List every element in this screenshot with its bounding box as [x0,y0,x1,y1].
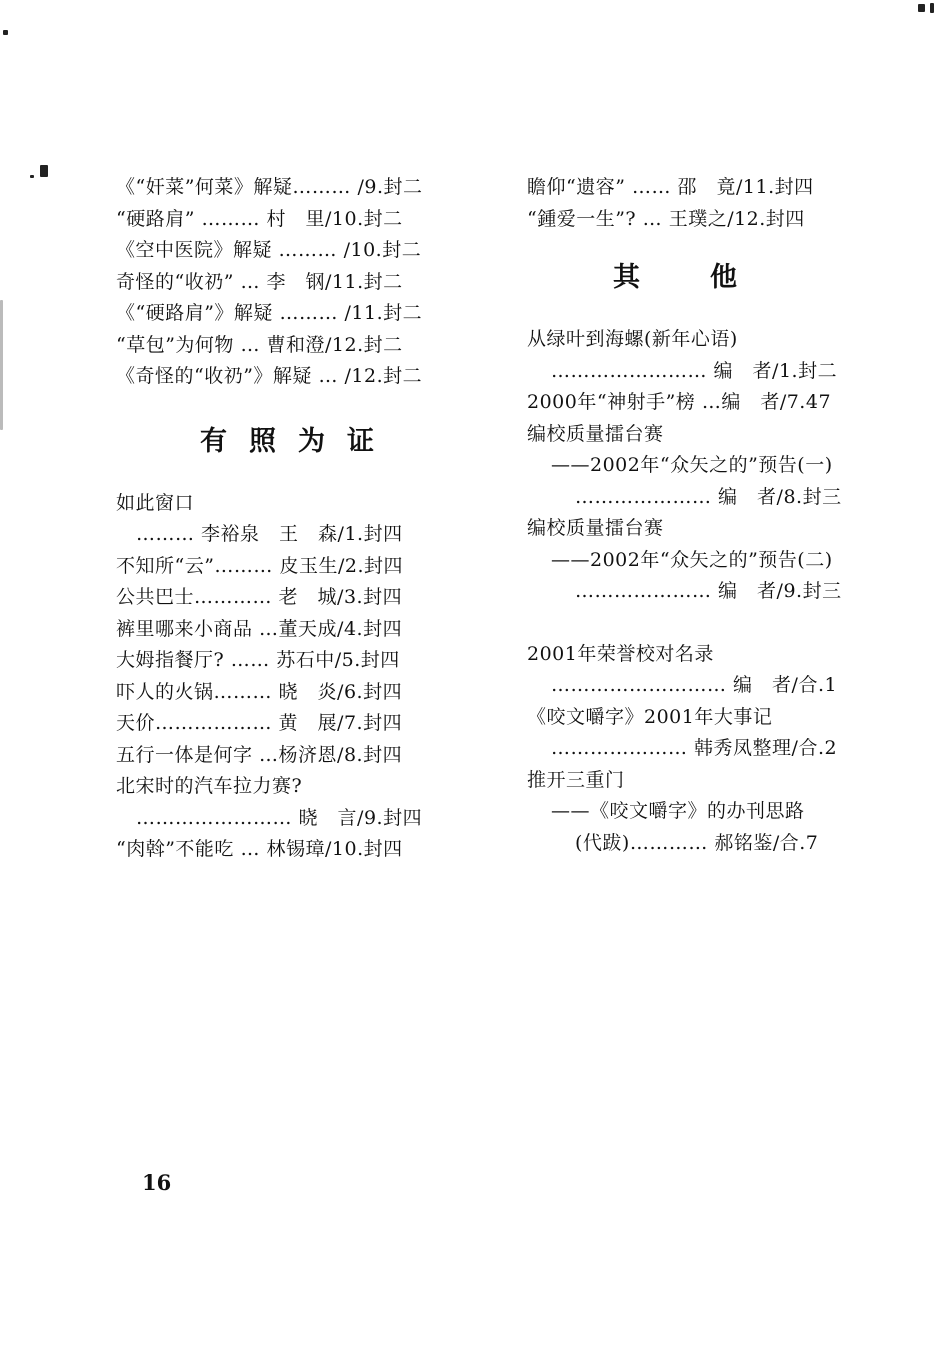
scan-speck [0,300,3,430]
toc-entry-author: ………………… 韩秀凤整理/合.2 [551,737,838,759]
toc-entry-title: 《咬文嚼字》2001年大事记 [527,705,773,728]
toc-entry: 2000年“神射手”榜 …编 者/7.47 [527,391,832,413]
toc-entry: 公共巴士………… 老 城/3.封四 [116,586,403,608]
toc-entry: 吓人的火锅……… 晓 炎/6.封四 [116,680,403,703]
toc-entry-title: 编校质量擂台赛 [527,517,664,539]
toc-entry-subtitle: ——《咬文嚼字》的办刊思路 [551,800,805,822]
scan-speck [3,30,8,35]
toc-entry-title: 推开三重门 [527,768,625,791]
toc-entry: 《空中医院》解疑 ……… /10.封二 [116,239,422,261]
toc-entry-author: ………………… 编 者/8.封三 [575,485,842,508]
scan-speck [930,3,934,13]
toc-entry-author: …………………… 编 者/1.封二 [551,359,838,382]
toc-entry: 《“奸菜”何菜》解疑……… /9.封二 [116,176,423,198]
toc-entry-title: 编校质量擂台赛 [527,422,664,445]
page-number: 16 [142,1170,172,1195]
toc-entry-author: ……… 李裕泉 王 森/1.封四 [136,523,403,545]
toc-entry: 瞻仰“遗容” …… 邵 竟/11.封四 [527,176,814,198]
toc-entry: 不知所“云”……… 皮玉生/2.封四 [116,554,403,577]
left-column [116,172,480,866]
toc-entry-author: ………………… 编 者/9.封三 [575,580,842,602]
toc-entry-author: …………………… 晓 言/9.封四 [136,806,423,829]
toc-entry: 天价……………… 黄 展/7.封四 [116,712,403,734]
section-heading: 其他 [613,262,807,293]
scan-speck [30,175,34,178]
spacer [527,608,893,639]
toc-entry-subtitle: ——2002年“众矢之的”预告(二) [551,548,833,571]
toc-entry-title: 北宋时的汽车拉力赛? [116,775,303,797]
toc-entry-author: (代跋)………… 郝铭鉴/合.7 [575,831,819,854]
toc-entry: 《奇怪的“收礽”》解疑 … /12.封二 [116,365,423,387]
toc-entry: 《“硬路肩”》解疑 ……… /11.封二 [116,302,423,324]
toc-entry-title: 2001年荣誉校对名录 [527,642,714,665]
toc-entry: “肉斡”不能吃 … 林锡璋/10.封四 [116,838,403,860]
right-column [527,172,893,859]
toc-entry-subtitle: ——2002年“众矢之的”预告(一) [551,454,833,476]
toc-entry-title: 从绿叶到海螺(新年心语) [527,328,738,350]
toc-entry: 五行一体是何字 …杨济恩/8.封四 [116,743,403,766]
toc-entry-author: ……………………… 编 者/合.1 [551,674,838,696]
toc-entry: 奇怪的“收礽” … 李 钢/11.封二 [116,270,403,293]
scan-speck [40,165,48,177]
toc-entry-title: 如此窗口 [116,491,195,514]
scan-speck [918,4,925,12]
toc-entry: 裤里哪来小商品 …董天成/4.封四 [116,617,403,640]
toc-entry: “鍾爱一生”? … 王璞之/12.封四 [527,207,805,230]
toc-entry: 大姆指餐厅? …… 苏石中/5.封四 [116,649,400,671]
section-heading: 有照为证 [200,425,396,457]
toc-entry: “草包”为何物 … 曹和澄/12.封二 [116,333,403,356]
toc-entry: “硬路肩” ……… 村 里/10.封二 [116,207,403,230]
